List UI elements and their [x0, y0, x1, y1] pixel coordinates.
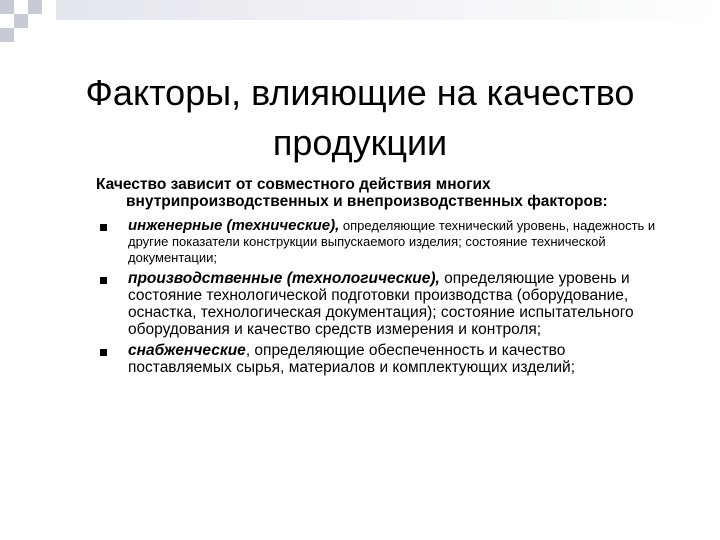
- bullet-item: [96, 342, 664, 376]
- bullet-text: определяющие уровень и состояние технологической подготовки производства (оборудование, оснастка, технологическая документация); состояние испытательного оборудования и качество средств измерения и контроля;: [128, 270, 634, 338]
- decorative-header: [0, 0, 720, 40]
- square-bullet-icon: [100, 277, 107, 284]
- bullet-item: [96, 270, 664, 338]
- decor-square: [14, 14, 28, 28]
- bullet-text: , определяющие обеспеченность и качество поставляемых сырья, материалов и комплектующих изделий;: [128, 342, 576, 376]
- square-bullet-icon: [100, 224, 107, 231]
- bullet-lead: инженерные (технические),: [128, 217, 340, 234]
- decor-band: [56, 0, 720, 20]
- decor-square: [28, 0, 42, 14]
- bullet-lead: производственные (технологические),: [128, 270, 440, 287]
- decor-square: [28, 28, 42, 42]
- bullet-lead: снабженческие: [128, 342, 246, 359]
- decor-square: [42, 0, 56, 14]
- decor-square: [0, 14, 14, 28]
- decor-square: [14, 0, 28, 14]
- decor-square: [0, 28, 14, 42]
- decor-square: [0, 0, 14, 14]
- bullet-item: [96, 218, 664, 266]
- bullet-list: [96, 218, 664, 376]
- bullet-text: определяющие технический уровень, надежность и другие показатели конструкции выпускаемого изделия; состояние технической документации;: [128, 218, 656, 265]
- slide-title: Факторы, влияющие на качество продукции: [85, 72, 635, 164]
- square-bullet-icon: [100, 349, 107, 356]
- slide-body: [96, 176, 664, 380]
- intro-text: Качество зависит от совместного действия многих внутрипроизводственных и внепроизводственных факторов:: [96, 176, 608, 210]
